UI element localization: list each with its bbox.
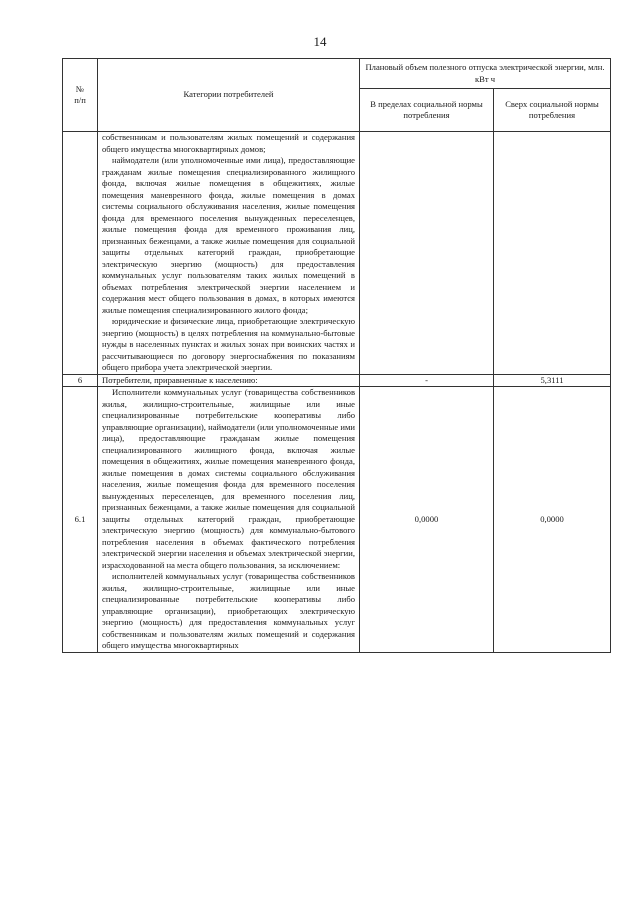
row-category: [98, 374, 360, 387]
row-paragraph: наймодатели (или уполномоченные ими лица), предоставляющие гражданам жилые помещения специализированного жилищного фонда, включая жилые помещения в общежитиях, жилые помещения маневренного фонда, жилые помещения в домах системы социального обслуживания населения, жилые помещения фонда для временного поселения вынужденных переселенцев, жилые помещения фонда для временного проживания лиц, признанных беженцами, а также жилые помещения для социальной защиты отдельных категорий граждан, приобретающие электрическую энергию (мощность) для предоставления коммунальных услуг пользователям таких жилых помещений в объемах потребления электрической энергии населением и содержания мест общего пользования в домах, в которых имеются жилые помещения специализированного жилого фонда;: [102, 155, 355, 315]
row-within-norm: 0,0000: [360, 387, 494, 653]
header-volume: Плановый объем полезного отпуска электрической энергии, млн. кВт ч: [360, 59, 611, 89]
consumer-volume-table: [62, 58, 611, 653]
row-paragraph: Исполнители коммунальных услуг (товарищества собственников жилья, жилищно-строительные, жилищные или иные специализированные потребительские кооперативы либо управляющие организации), наймодатели (или уполномоченные ими лица), предоставляющие гражданам жилые помещения специализированного жилищного фонда, включая жилые помещения в общежитиях, жилые помещения маневренного фонда, жилые помещения в домах системы социального обслуживания населения, жилые помещения фонда для временного поселения вынужденных переселенцев, для временного поселения лиц, признанных беженцами, а также жилые помещения для социальной защиты отдельных категорий граждан, приобретающие электрическую энергию (мощность) для коммунально-бытового потребления населения в объемах фактического потребления электрической энергии населения и объемах электрической энергии, израсходованной на места общего пользования, за исключением:: [102, 387, 355, 570]
row-category: [98, 387, 360, 653]
row-above-norm: [494, 132, 611, 375]
header-num: № п/п: [63, 59, 98, 132]
row-num: 6.1: [63, 387, 98, 653]
row-paragraph: исполнителей коммунальных услуг (товарищества собственников жилья, жилищно-строительные, жилищные или иные специализированные потребительские кооперативы либо управляющие организации), приобретающих электрическую энергию (мощность) для предоставления коммунальных услуг собственникам и пользователям жилых помещений и содержания общего имущества многоквартирных: [102, 571, 355, 650]
row-paragraph: юридические и физические лица, приобретающие электрическую энергию (мощность) в целях потребления на коммунально-бытовые нужды в населенных пунктах и жилых зонах при воинских частях и рассчитывающиеся по договору энергоснабжения по показаниям общего прибора учета электрической энергии.: [102, 316, 355, 372]
table-row-6-1: [63, 387, 611, 653]
header-within-norm: В пределах социальной нормы потребления: [360, 89, 494, 132]
row-category: [98, 132, 360, 375]
row-num: 6: [63, 374, 98, 387]
row-paragraph: Потребители, приравненные к населению:: [102, 374, 258, 385]
header-above-norm: Сверх социальной нормы потребления: [494, 89, 611, 132]
row-num: [63, 132, 98, 375]
header-category: Категории потребителей: [98, 59, 360, 132]
row-within-norm: [360, 132, 494, 375]
table-header-row-1: [63, 59, 611, 89]
page-number: 14: [313, 34, 327, 49]
table-row-continuation: [63, 132, 611, 375]
row-paragraph: собственникам и пользователям жилых помещений и содержания общего имущества многоквартирных домов;: [102, 132, 355, 154]
row-above-norm: 5,3111: [494, 374, 611, 387]
row-above-norm: 0,0000: [494, 387, 611, 653]
row-within-norm: -: [360, 374, 494, 387]
table-row-6: [63, 374, 611, 387]
